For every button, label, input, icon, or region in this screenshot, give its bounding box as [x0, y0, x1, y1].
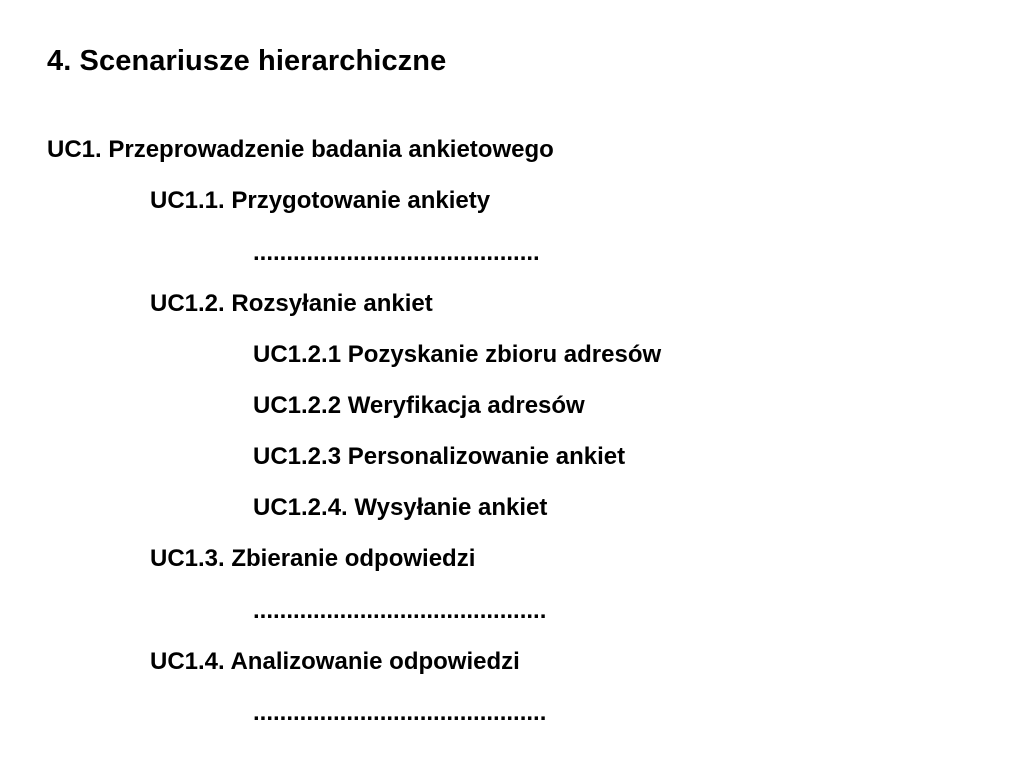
- outline-item-placeholder-1: ...........................................: [253, 239, 540, 266]
- outline-item-uc1-1: UC1.1. Przygotowanie ankiety: [150, 187, 491, 214]
- outline-item-placeholder-2: ............................................: [253, 597, 547, 624]
- outline-item-placeholder-3: ............................................: [253, 699, 547, 726]
- outline-item-uc1-3: UC1.3. Zbieranie odpowiedzi: [150, 545, 476, 572]
- outline-item-uc1-2-4: UC1.2.4. Wysyłanie ankiet: [253, 494, 548, 521]
- outline-item-uc1-2-2: UC1.2.2 Weryfikacja adresów: [253, 392, 585, 419]
- slide-title: 4. Scenariusze hierarchiczne: [47, 45, 447, 77]
- outline-item-uc1-2-3: UC1.2.3 Personalizowanie ankiet: [253, 443, 626, 470]
- outline-item-uc1-4: UC1.4. Analizowanie odpowiedzi: [150, 648, 520, 675]
- outline-item-uc1: UC1. Przeprowadzenie badania ankietowego: [47, 136, 554, 163]
- outline-item-uc1-2-1: UC1.2.1 Pozyskanie zbioru adresów: [253, 341, 662, 368]
- outline-item-uc1-2: UC1.2. Rozsyłanie ankiet: [150, 290, 433, 317]
